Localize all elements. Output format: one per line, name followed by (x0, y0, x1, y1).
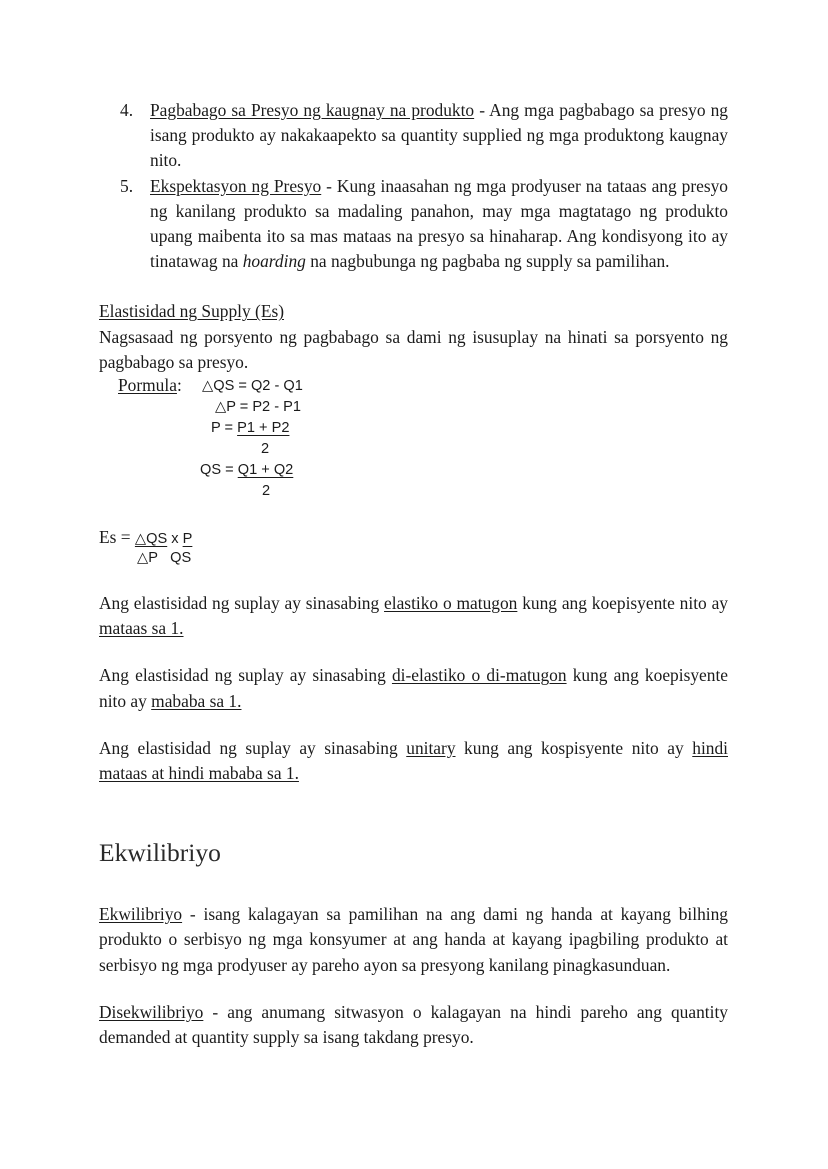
statement-underline-term: di-elastiko o di-matugon (391, 665, 567, 686)
disequilibrium-term: Disekwilibriyo (99, 1001, 204, 1022)
statement-underline-value: hindi mataas at hindi mababa sa 1. (99, 737, 728, 784)
es-denominator-delta-p: △P (137, 550, 158, 567)
list-item-term: Ekspektasyon ng Presyo (150, 175, 322, 196)
statement-underline-term: elastiko o matugon (384, 593, 518, 614)
formula-line-delta-p: △P = P2 - P1 (215, 399, 301, 416)
elasticity-statement-elastic: Ang elastisidad ng suplay ay sinasabing elastiko o matugon kung ang koepisyente nito ay mataas sa 1. (99, 593, 728, 639)
statement-underline-value: mataas sa 1. (99, 618, 184, 639)
formula-line-delta-qs: △QS = Q2 - Q1 (202, 378, 303, 395)
elasticity-definition: Nagsasaad ng porsyento ng pagbabago sa dami ng isusuplay na hinati sa porsyento ng pagbabago sa presyo. (99, 326, 728, 372)
page-title: Ekwilibriyo (99, 838, 221, 868)
disequilibrium-definition: Disekwilibriyo - ang anumang sitwasyon o kalagayan na hindi pareho ang quantity demanded at quantity supply sa isang takdang presyo. (99, 1001, 728, 1048)
es-numerator-p: P (182, 531, 193, 548)
list-item (99, 174, 728, 275)
list-item-marker: 4. (120, 100, 134, 120)
formula-p-lead: P = (211, 420, 238, 437)
list-item (99, 98, 728, 174)
list-item-marker: 5. (120, 175, 134, 196)
spacer (99, 868, 728, 902)
es-formula (99, 527, 728, 569)
spacer (99, 978, 728, 1000)
es-operator: x (167, 531, 183, 548)
spacer (99, 274, 728, 299)
elasticity-statement-unitary: Ang elastisidad ng suplay ay sinasabing unitary kung ang kospisyente nito ay hindi mataas at hindi mababa sa 1. (99, 737, 728, 784)
spacer (99, 786, 728, 838)
es-denominator-qs: QS (170, 550, 192, 567)
list-item-dash: - (474, 100, 490, 120)
equilibrium-definition: Ekwilibriyo - isang kalagayan sa pamilihan na ang dami ng handa at kayang bilhing produkto o serbisyo ng mga konsyumer at ang handa at kayang ipagbiling produkto at serbisyo ng mga prodyuser ay pareho ayon sa presyong kanilang pinagkasunduan. (99, 904, 728, 975)
document-content (99, 98, 728, 1050)
es-label: Es = (99, 527, 135, 548)
es-formula-numerator-row (99, 527, 192, 550)
list-item-text-after: na nagbubunga ng pagbaba ng supply sa pamilihan. (305, 251, 670, 272)
formula-qs-lead: QS = (200, 462, 238, 479)
formula-p-denominator: 2 (261, 441, 270, 458)
elasticity-formula-block (99, 375, 728, 527)
spacer (99, 714, 728, 736)
list-item-term: Pagbabago sa Presyo ng kaugnay na produkto (150, 100, 475, 120)
es-formula-denominator-row (137, 548, 191, 569)
formula-p-numerator: P1 + P2 (237, 420, 290, 437)
list-item-dash: - (321, 175, 337, 196)
es-denominator-spacer (158, 550, 170, 566)
elasticity-statement-inelastic: Ang elastisidad ng suplay ay sinasabing di-elastiko o di-matugon kung ang koepisyente nito ay mababa sa 1. (99, 665, 728, 711)
spacer (99, 569, 728, 591)
formula-line-qs-average (200, 460, 293, 481)
formula-label: Pormula: (118, 375, 182, 396)
formula-qs-numerator: Q1 + Q2 (237, 462, 294, 479)
list-item-body (150, 100, 728, 170)
factors-list (99, 98, 728, 274)
list-item-italic-term: hoarding (242, 251, 306, 272)
formula-qs-denominator: 2 (262, 483, 271, 500)
formula-line-p-average (211, 418, 289, 439)
statement-underline-value: mababa sa 1. (151, 690, 242, 711)
equilibrium-term: Ekwilibriyo (99, 904, 183, 925)
statement-underline-term: unitary (406, 737, 456, 758)
elasticity-subheading: Elastisidad ng Supply (Es) (99, 301, 285, 322)
spacer (99, 641, 728, 663)
list-item-text-before: Kung inaasahan ng mga prodyuser na tataas ang presyo ng kanilang produkto sa madaling panahon, may mga magtatago ng produkto upang maibenta ito sa mas mataas na presyo sa hinaharap. Ang kondisyong ito ay tinatawag na (150, 175, 728, 272)
list-item-body (150, 176, 728, 272)
list-item-text: Ang mga pagbabago sa presyo ng isang produkto ay nakakaapekto sa quantity supplied ng mga produktong kaugnay nito. (150, 100, 729, 171)
es-numerator-delta-qs: △QS (134, 531, 168, 548)
